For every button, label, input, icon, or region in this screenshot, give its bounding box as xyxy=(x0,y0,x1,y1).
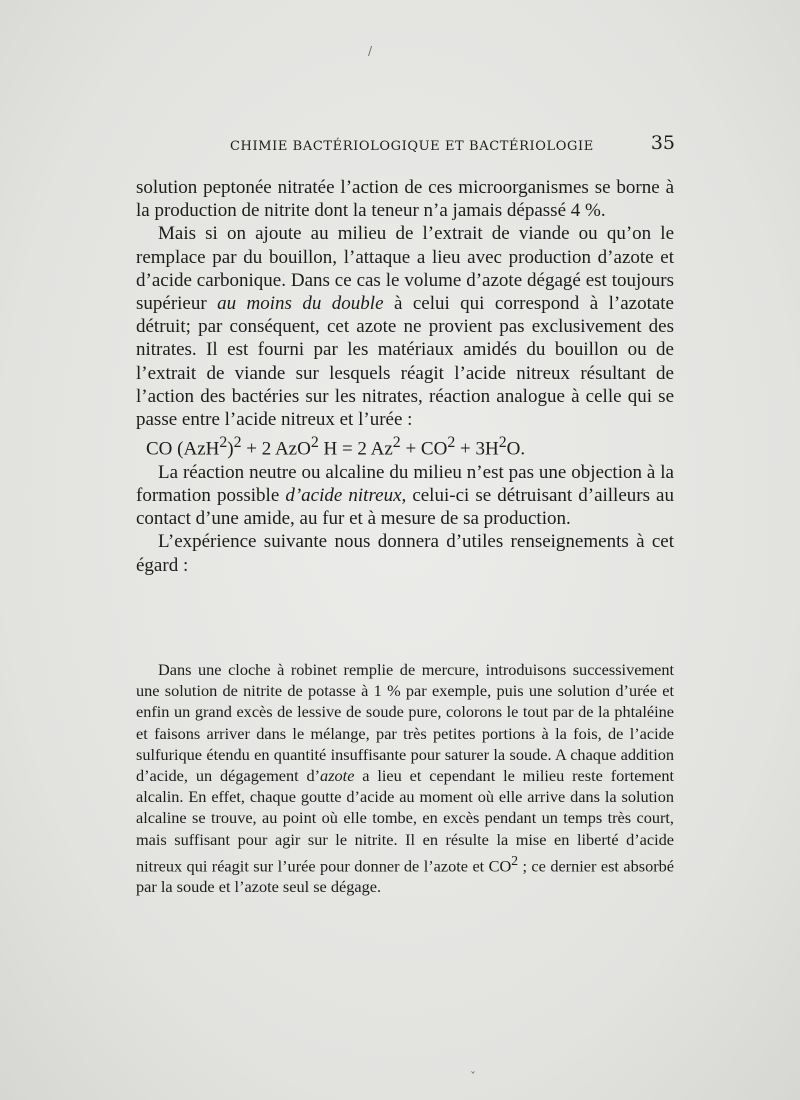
equation-part: + 2 AzO xyxy=(241,438,311,460)
equation-superscript: 2 xyxy=(392,434,401,452)
experiment-emphasis: azote xyxy=(320,766,355,786)
experiment-description xyxy=(136,659,674,898)
experiment-superscript: 2 xyxy=(511,852,519,868)
paragraph-3-emphasis: d’acide nitreux xyxy=(285,484,402,506)
equation-superscript: 2 xyxy=(233,434,242,452)
paragraph-3-text-a: La réaction neutre ou alcaline du milieu n’est pas une objection à la formation possible xyxy=(136,461,674,506)
equation-part: H = 2 Az xyxy=(318,438,393,460)
main-text xyxy=(136,176,674,577)
equation-superscript: 2 xyxy=(310,434,319,452)
page-number: 35 xyxy=(650,132,675,154)
running-title: CHIMIE BACTÉRIOLOGIQUE ET BACTÉRIOLOGIE xyxy=(230,139,594,154)
experiment-text-b: a lieu et cependant le milieu reste fortement alcalin. En effet, chaque goutte d’acide au moment où elle arrive dans la solution alcaline se trouve, au point où elle tombe, en excès pendant un temps très court, mais suffisant pour agir sur le nitrite. Il en résulte la mise en liberté d’acide nitreux qui réagit sur l’urée pour donner de l’azote et CO xyxy=(136,766,675,876)
equation-part: + 3H xyxy=(455,438,499,460)
equation-superscript: 2 xyxy=(447,434,456,452)
paragraph-2 xyxy=(136,222,674,431)
equation-part: O. xyxy=(506,438,526,460)
experiment-paragraph xyxy=(136,659,674,898)
equation-part: + CO xyxy=(400,438,448,460)
chemical-equation xyxy=(136,431,674,461)
paragraph-2-emphasis: au moins du double xyxy=(217,293,384,315)
paragraph-4: L’expérience suivante nous donnera d’utiles renseignements à cet égard : xyxy=(136,531,674,576)
ink-mark: ˇ xyxy=(470,1070,476,1084)
paragraph-3-text-b: , celui-ci se détruisant d’ailleurs au contact d’une amide, au fur et à mesure de sa production. xyxy=(136,484,674,530)
equation-superscript: 2 xyxy=(498,434,507,452)
equation-part: CO (AzH xyxy=(146,438,220,460)
paragraph-1: solution peptonée nitratée l’action de ces microorganismes se borne à la production de nitrite dont la teneur n’a jamais dépassé 4 %. xyxy=(136,177,674,222)
paragraph-2-text-a: Mais si on ajoute au milieu de l’extrait de viande ou qu’on le remplace par du bouillon, l’attaque a lieu avec production d’azote et d’acide carbonique. Dans ce cas le volume d’azote dégagé est toujours supérieur xyxy=(136,223,674,315)
experiment-text-a: Dans une cloche à robinet remplie de mercure, introduisons successivement une solution de nitrite de potasse à 1 % par exemple, puis une solution d’urée et enfin un grand excès de lessive de soude pure, colorons le tout par de la phtaléine et faisons arriver dans le mélange, par très petites portions à la fois, de l’acide sulfurique étendu en quantité insuffisante pour saturer la soude. A chaque addition d’acide, un dégagement d’ xyxy=(136,660,674,786)
equation-superscript: 2 xyxy=(219,434,228,452)
paragraph-3 xyxy=(136,461,674,531)
ink-mark: / xyxy=(368,44,373,58)
paragraph-2-text-b: à celui qui correspond à l’azotate détruit; par conséquent, cet azote ne provient pas exclusivement des nitrates. Il est fourni par les matériaux amidés du bouillon ou de l’extrait de viande sur lesquels réagit l’acide nitreux résultant de l’action des bactéries sur les nitrates, réaction analogue à celle qui se passe entre l’acide nitreux et l’urée : xyxy=(136,293,674,431)
experiment-text-c: ; ce dernier est absorbé par la soude et l’azote seul se dégage. xyxy=(136,856,675,897)
equation-part: ) xyxy=(227,438,234,460)
